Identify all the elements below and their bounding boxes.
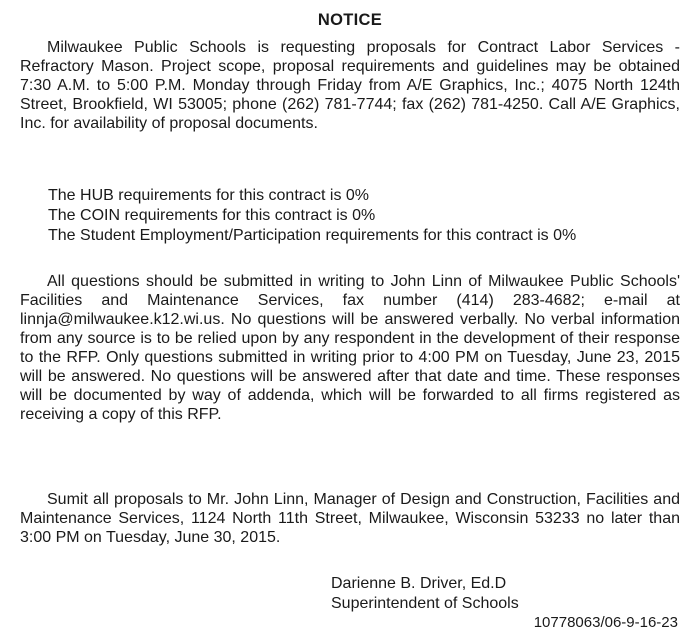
submission-paragraph: Sumit all proposals to Mr. John Linn, Manager of Design and Construction, Facilities and Maintenance Services, 1124 North 11th Street, Milwaukee, Wisconsin 53233 no later than 3:00 PM on Tuesday, June 30, 2015.: [20, 491, 680, 546]
signatory-name: Darienne B. Driver, Ed.D: [331, 575, 507, 592]
signature-block: [331, 574, 519, 614]
notice-title: NOTICE: [317, 11, 383, 29]
hub-requirement: The HUB requirements for this contract is 0%: [48, 187, 370, 204]
reference-number: 10778063/06-9-16-23: [533, 614, 678, 631]
student-employment-requirement: The Student Employment/Participation requirements for this contract is 0%: [48, 227, 577, 244]
requirements-list: [48, 186, 688, 246]
intro-paragraph: Milwaukee Public Schools is requesting proposals for Contract Labor Services - Refractory Mason. Project scope, proposal requirements and guidelines may be obtained 7:30 A.M. to 5:00 P.M. Monday through Friday from A/E Graphics, Inc.; 4075 North 124th Street, Brookfield, WI 53005; phone (262) 781-7744; fax (262) 781-4250. Call A/E Graphics, Inc. for availability of proposal documents.: [20, 39, 680, 132]
questions-paragraph: All questions should be submitted in writing to John Linn of Milwaukee Public Schools' Facilities and Maintenance Services, fax number (414) 283-4682; e-mail at linnja@milwaukee.k12.wi.us. No questions will be answered verbally. No verbal information from any source is to be relied upon by any respondent in the development of their response to the RFP. Only questions submitted in writing prior to 4:00 PM on Tuesday, June 23, 2015 will be answered. No questions will be answered after that date and time. These responses will be documented by way of addenda, which will be forwarded to all firms registered as receiving a copy of this RFP.: [20, 273, 680, 423]
coin-requirement: The COIN requirements for this contract is 0%: [48, 207, 376, 224]
signatory-role: Superintendent of Schools: [331, 595, 519, 612]
